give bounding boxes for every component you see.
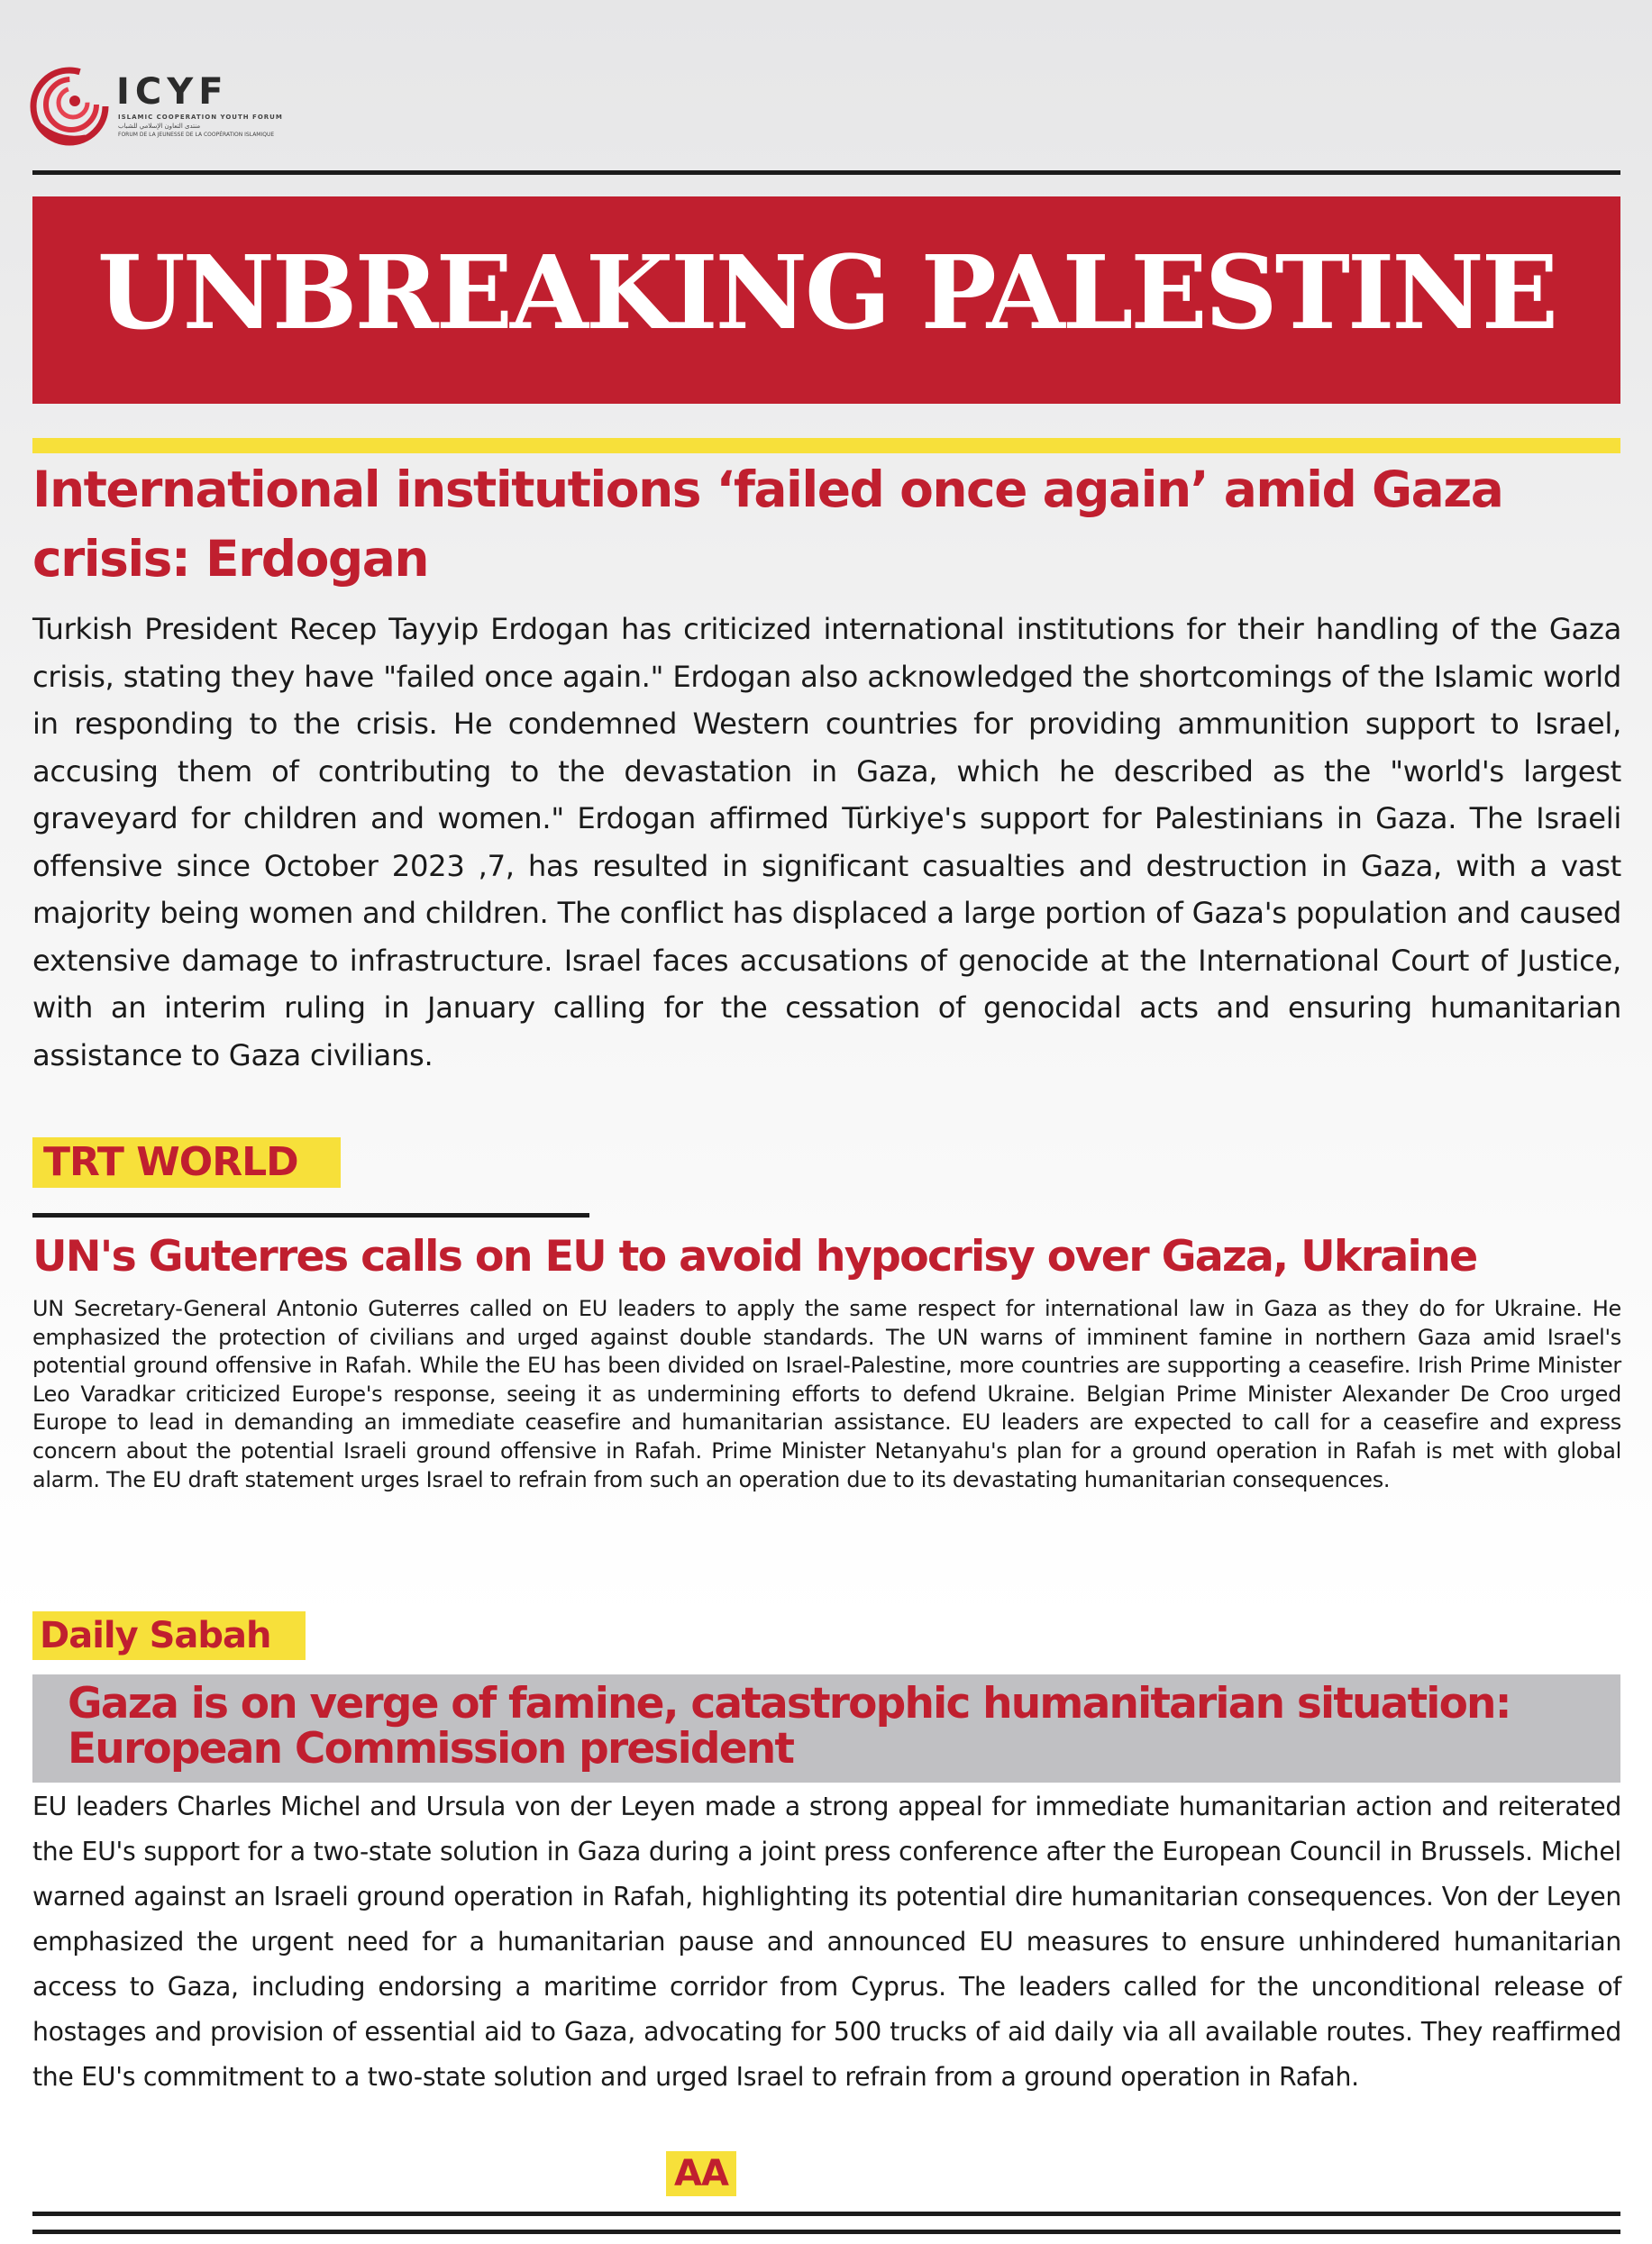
article2-headline: UN's Guterres calls on EU to avoid hypocrisy over Gaza, Ukraine xyxy=(32,1232,1477,1282)
icyf-swirl-icon xyxy=(30,67,109,146)
article3-body: EU leaders Charles Michel and Ursula von der Leyen made a strong appeal for immediate humanitarian action and reiterated the EU's support for a two-state solution in Gaza during a joint press conference after the European Council in Brussels. Michel warned against an Israeli ground operation in Rafah, highlighting its potential dire humanitarian consequences. Von der Leyen emphasized the urgent need for a humanitarian pause and announced EU measures to ensure unhindered humanitarian access to Gaza, including endorsing a maritime corridor from Cyprus. The leaders called for the unconditional release of hostages and provision of essential aid to Gaza, advocating for 500 trucks of aid daily via all available routes. They reaffirmed the EU's commitment to a two-state solution and urged Israel to refrain from a ground operation in Rafah. xyxy=(32,1792,1621,2092)
logo-subtitle-fr: FORUM DE LA JEUNESSE DE LA COOPÉRATION ISLAMIQUE xyxy=(118,132,275,138)
logo-subtitle-ar: منتدى التعاون الإسلامي للشباب xyxy=(118,123,201,130)
title-banner xyxy=(32,196,1620,404)
icyf-logo xyxy=(30,67,283,148)
logo-subtitle-en: ISLAMIC COOPERATION YOUTH FORUM xyxy=(118,114,283,121)
article2-source-badge: Daily Sabah xyxy=(32,1611,306,1660)
logo-wordmark: ICYF xyxy=(116,71,229,113)
yellow-accent-bar xyxy=(32,438,1620,453)
banner-title: UNBREAKING PALESTINE xyxy=(96,234,1556,352)
article3-source-badge: AA xyxy=(666,2151,736,2196)
article1-body: Turkish President Recep Tayyip Erdogan has criticized international institutions for their handling of the Gaza crisis, stating they have "failed once again." Erdogan also acknowledged the shortcomings of the Islamic world in responding to the crisis. He condemned Western countries for providing ammunition support to Israel, accusing them of contributing to the devastation in Gaza, which he described as the "world's largest graveyard for children and women." Erdogan affirmed Türkiye's support for Palestinians in Gaza. The Israeli offensive since October 2023 ,7, has resulted in significant casualties and destruction in Gaza, with a vast majority being women and children. The conflict has displaced a large portion of Gaza's population and caused extensive damage to infrastructure. Israel faces accusations of genocide at the International Court of Justice, with an interim ruling in January calling for the cessation of genocidal acts and ensuring humanitarian assistance to Gaza civilians. xyxy=(32,612,1621,1072)
bottom-divider xyxy=(32,2230,1620,2234)
article1-headline: International institutions ‘failed once again’ amid Gaza crisis: Erdogan xyxy=(32,461,1503,588)
bottom-divider xyxy=(32,2212,1620,2216)
article2-body: UN Secretary-General Antonio Guterres called on EU leaders to apply the same respect for international law in Gaza as they do for Ukraine. He emphasized the protection of civilians and urged against double standards. The UN warns of imminent famine in northern Gaza amid Israel's potential ground offensive in Rafah. While the EU has been divided on Israel-Palestine, more countries are supporting a ceasefire. Irish Prime Minister Leo Varadkar criticized Europe's response, seeing it as undermining efforts to defend Ukraine. Belgian Prime Minister Alexander De Croo urged Europe to lead in demanding an immediate ceasefire and humanitarian assistance. EU leaders are expected to call for a ceasefire and express concern about the potential Israeli ground offensive in Rafah. Prime Minister Netanyahu's plan for a ground operation in Rafah is met with global alarm. The EU draft statement urges Israel to refrain from such an operation due to its devastating humanitarian consequences. xyxy=(32,1296,1621,1492)
section-divider xyxy=(32,1213,589,1218)
article3-headline: Gaza is on verge of famine, catastrophic humanitarian situation: European Commission president xyxy=(68,1679,1511,1774)
article1-source-badge: TRT WORLD xyxy=(32,1137,341,1188)
top-divider xyxy=(32,170,1620,175)
